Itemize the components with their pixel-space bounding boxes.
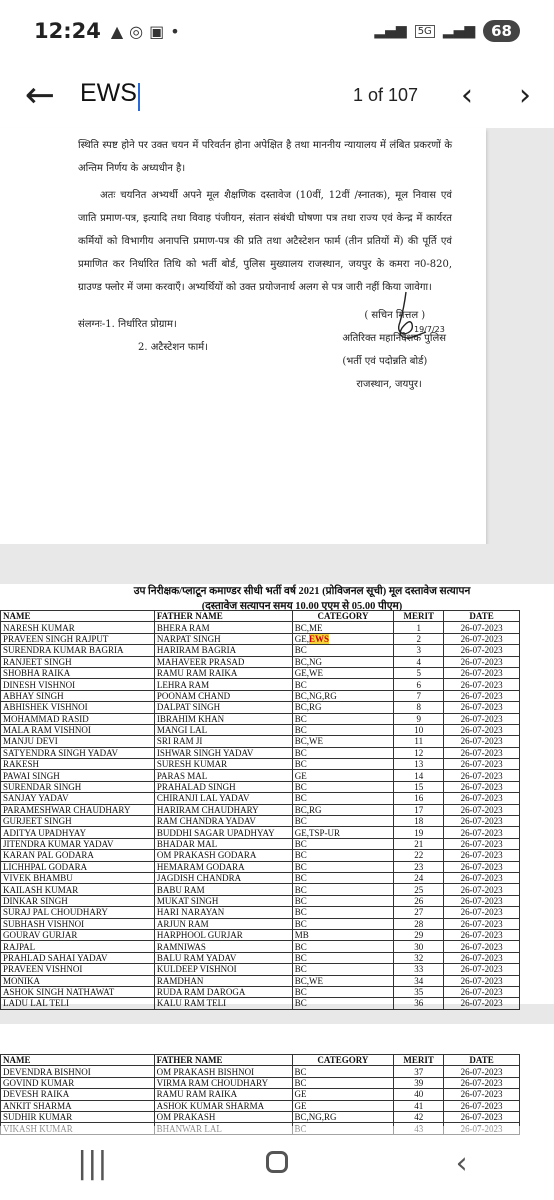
- cell-father-name: LEHRA RAM: [154, 679, 292, 690]
- cell-merit: 37: [394, 1066, 444, 1077]
- cell-father-name: HEMARAM GODARA: [154, 861, 292, 872]
- cell-name: SHOBHA RAIKA: [1, 667, 155, 678]
- cell-name: SATYENDRA SINGH YADAV: [1, 747, 155, 758]
- cell-category: BC,WE: [292, 736, 394, 747]
- cell-name: LADU LAL TELI: [1, 998, 155, 1009]
- cell-name: GOURAV GURJAR: [1, 929, 155, 940]
- table-row: [1, 667, 520, 678]
- recents-button[interactable]: |||: [77, 1145, 108, 1181]
- table-row: [1, 781, 520, 792]
- cell-date: 26-07-2023: [444, 1077, 520, 1088]
- cell-date: 26-07-2023: [444, 736, 520, 747]
- table-row: [1, 645, 520, 656]
- cell-name: VIVEK BHAMBU: [1, 872, 155, 883]
- cell-category: BC: [292, 941, 394, 952]
- table-row: [1, 633, 520, 644]
- signal2-icon: ▂▄▆: [442, 23, 476, 39]
- table-row: [1, 713, 520, 724]
- cell-name: NARESH KUMAR: [1, 622, 155, 633]
- cell-father-name: PRAHALAD SINGH: [154, 781, 292, 792]
- table-row: [1, 986, 520, 997]
- table-row: [1, 1066, 520, 1077]
- candidate-table-1: [0, 610, 520, 1010]
- signatory-name: ( सचिन मित्तल ): [364, 310, 426, 321]
- cell-name: ASHOK SINGH NATHAWAT: [1, 986, 155, 997]
- cell-name: ADITYA UPADHYAY: [1, 827, 155, 838]
- cell-date: 26-07-2023: [444, 975, 520, 986]
- cell-date: 26-07-2023: [444, 702, 520, 713]
- cell-category: BC: [292, 907, 394, 918]
- cell-merit: 39: [394, 1077, 444, 1088]
- cell-merit: 2: [394, 633, 444, 644]
- cell-father-name: BHERA RAM: [154, 622, 292, 633]
- status-bar: [0, 0, 554, 62]
- cell-merit: 3: [394, 645, 444, 656]
- cell-name: KARAN PAL GODARA: [1, 850, 155, 861]
- screenshot-icon: ▣: [149, 21, 165, 41]
- cell-father-name: HARIRAM BAGRIA: [154, 645, 292, 656]
- cell-father-name: NARPAT SINGH: [154, 633, 292, 644]
- header-father-name: FATHER NAME: [154, 1055, 292, 1066]
- cell-category: BC,NG,RG: [292, 690, 394, 701]
- enclosure-2: 2. अटैस्टेशन फार्म।: [138, 342, 208, 353]
- cell-name: PARAMESHWAR CHAUDHARY: [1, 804, 155, 815]
- cell-category: BC: [292, 1077, 394, 1088]
- table-row: [1, 1100, 520, 1111]
- cell-name: SUBHASH VISHNOI: [1, 918, 155, 929]
- cell-category: MB: [292, 929, 394, 940]
- table-row: [1, 975, 520, 986]
- cell-category: BC: [292, 781, 394, 792]
- cell-category: BC: [292, 713, 394, 724]
- cell-name: LICHHPAL GODARA: [1, 861, 155, 872]
- cell-category: BC: [292, 850, 394, 861]
- cell-merit: 5: [394, 667, 444, 678]
- cell-date: 26-07-2023: [444, 793, 520, 804]
- table-row: [1, 816, 520, 827]
- next-match-icon[interactable]: ›: [519, 77, 531, 113]
- whatsapp-icon: ◎: [129, 21, 144, 41]
- cell-name: MANJU DEVI: [1, 736, 155, 747]
- table-row: [1, 1077, 520, 1088]
- table-row: [1, 1111, 520, 1122]
- cell-father-name: OM PRAKASH GODARA: [154, 850, 292, 861]
- cell-date: 26-07-2023: [444, 770, 520, 781]
- cell-merit: 19: [394, 827, 444, 838]
- cell-merit: 27: [394, 907, 444, 918]
- cell-date: 26-07-2023: [444, 804, 520, 815]
- table-row: [1, 759, 520, 770]
- header-merit: MERIT: [394, 611, 444, 622]
- cell-father-name: HARI NARAYAN: [154, 907, 292, 918]
- cell-category: GE,EWS: [292, 633, 394, 644]
- table-row: [1, 941, 520, 952]
- cell-merit: 21: [394, 838, 444, 849]
- cell-date: 26-07-2023: [444, 827, 520, 838]
- cell-father-name: RAMDHAN: [154, 975, 292, 986]
- cell-father-name: BALU RAM YADAV: [154, 952, 292, 963]
- signatory-title-1: अतिरिक्त महानिदेशक पुलिस: [342, 333, 446, 344]
- header-merit: MERIT: [394, 1055, 444, 1066]
- cell-name: ABHISHEK VISHNOI: [1, 702, 155, 713]
- cell-date: 26-07-2023: [444, 656, 520, 667]
- cell-date: 26-07-2023: [444, 884, 520, 895]
- cell-date: 26-07-2023: [444, 929, 520, 940]
- cell-date: 26-07-2023: [444, 998, 520, 1009]
- header-name: NAME: [1, 611, 155, 622]
- cell-father-name: RAMNIWAS: [154, 941, 292, 952]
- cell-category: GE: [292, 1100, 394, 1111]
- list-title: उप निरीक्षक/प्लाटून कमाण्डर सीधी भर्ती वर्ष 2021 (प्रोविजनल सूची) मूल दस्तावेज सत्यापन: [133, 586, 471, 597]
- cell-father-name: RAM CHANDRA YADAV: [154, 816, 292, 827]
- cell-name: RAJPAL: [1, 941, 155, 952]
- table-row: [1, 679, 520, 690]
- table-row: [1, 622, 520, 633]
- cell-category: BC: [292, 724, 394, 735]
- cell-merit: 4: [394, 656, 444, 667]
- header-name: NAME: [1, 1055, 155, 1066]
- cell-name: DEVESH RAIKA: [1, 1089, 155, 1100]
- cell-father-name: MANGI LAL: [154, 724, 292, 735]
- cell-date: 26-07-2023: [444, 724, 520, 735]
- home-icon: [266, 1151, 288, 1173]
- cell-category: BC: [292, 793, 394, 804]
- cell-merit: 25: [394, 884, 444, 895]
- cell-name: KAILASH KUMAR: [1, 884, 155, 895]
- cell-merit: 23: [394, 861, 444, 872]
- cell-category: BC: [292, 747, 394, 758]
- cell-merit: 18: [394, 816, 444, 827]
- candidate-table-2: [0, 1054, 520, 1135]
- cell-merit: 40: [394, 1089, 444, 1100]
- signatory-title-3: राजस्थान, जयपुर।: [356, 379, 422, 390]
- cell-date: 26-07-2023: [444, 1100, 520, 1111]
- cell-father-name: KALU RAM TELI: [154, 998, 292, 1009]
- cell-father-name: OM PRAKASH: [154, 1111, 292, 1122]
- cell-father-name: DALPAT SINGH: [154, 702, 292, 713]
- cell-category: BC: [292, 952, 394, 963]
- cell-category: BC,WE: [292, 975, 394, 986]
- cell-date: 26-07-2023: [444, 964, 520, 975]
- table-header-row: [1, 611, 520, 622]
- cell-name: PRAVEEN SINGH RAJPUT: [1, 633, 155, 644]
- cell-date: 26-07-2023: [444, 1089, 520, 1100]
- battery-indicator: 68: [483, 20, 520, 42]
- cell-merit: 7: [394, 690, 444, 701]
- cell-merit: 36: [394, 998, 444, 1009]
- cell-merit: 13: [394, 759, 444, 770]
- cell-father-name: POONAM CHAND: [154, 690, 292, 701]
- cell-father-name: MAHAVEER PRASAD: [154, 656, 292, 667]
- cell-merit: 22: [394, 850, 444, 861]
- cell-father-name: JAGDISH CHANDRA: [154, 872, 292, 883]
- cell-category: BC: [292, 998, 394, 1009]
- cell-name: SANJAY YADAV: [1, 793, 155, 804]
- cell-date: 26-07-2023: [444, 622, 520, 633]
- previous-match-icon[interactable]: ‹: [461, 77, 473, 113]
- cell-father-name: BHADAR MAL: [154, 838, 292, 849]
- dot-icon: •: [170, 21, 180, 41]
- cell-name: GOVIND KUMAR: [1, 1077, 155, 1088]
- table-row: [1, 895, 520, 906]
- text-cursor: [138, 83, 140, 111]
- cell-merit: 8: [394, 702, 444, 713]
- header-category: CATEGORY: [292, 611, 394, 622]
- cell-merit: 34: [394, 975, 444, 986]
- cell-father-name: MUKAT SINGH: [154, 895, 292, 906]
- cell-merit: 16: [394, 793, 444, 804]
- cell-date: 26-07-2023: [444, 1111, 520, 1122]
- table-row: [1, 702, 520, 713]
- table-row: [1, 952, 520, 963]
- cell-name: DINKAR SINGH: [1, 895, 155, 906]
- header-date: DATE: [444, 611, 520, 622]
- cell-father-name: ASHOK KUMAR SHARMA: [154, 1100, 292, 1111]
- cell-date: 26-07-2023: [444, 645, 520, 656]
- cell-category: BC: [292, 964, 394, 975]
- cell-category: GE: [292, 770, 394, 781]
- cell-category: BC: [292, 759, 394, 770]
- cell-name: DINESH VISHNOI: [1, 679, 155, 690]
- table-row: [1, 918, 520, 929]
- cell-name: PAWAI SINGH: [1, 770, 155, 781]
- cell-merit: 6: [394, 679, 444, 690]
- cell-date: 26-07-2023: [444, 861, 520, 872]
- page-gap: [0, 544, 554, 584]
- cell-date: 26-07-2023: [444, 872, 520, 883]
- table-row: [1, 907, 520, 918]
- cell-date: 26-07-2023: [444, 986, 520, 997]
- cell-father-name: BABU RAM: [154, 884, 292, 895]
- cell-name: MOHAMMAD RASID: [1, 713, 155, 724]
- cell-merit: 15: [394, 781, 444, 792]
- cell-father-name: IBRAHIM KHAN: [154, 713, 292, 724]
- table-row: [1, 872, 520, 883]
- header-category: CATEGORY: [292, 1055, 394, 1066]
- cell-father-name: RAMU RAM RAIKA: [154, 667, 292, 678]
- enclosure-1: संलग्नः-1. निर्धारित प्रोग्राम।: [78, 319, 177, 330]
- cell-father-name: VIRMA RAM CHOUDHARY: [154, 1077, 292, 1088]
- document-page-letter: [0, 128, 486, 544]
- search-query: EWS: [80, 79, 137, 108]
- cell-father-name: PARAS MAL: [154, 770, 292, 781]
- status-time: 12:24: [34, 19, 101, 43]
- cell-date: 26-07-2023: [444, 918, 520, 929]
- cell-name: SURENDRA KUMAR BAGRIA: [1, 645, 155, 656]
- cell-date: 26-07-2023: [444, 1066, 520, 1077]
- cell-name: PRAVEEN VISHNOI: [1, 964, 155, 975]
- table-header-row: [1, 1055, 520, 1066]
- table-row: [1, 804, 520, 815]
- cell-date: 26-07-2023: [444, 759, 520, 770]
- cell-father-name: KULDEEP VISHNOI: [154, 964, 292, 975]
- letter-paragraph-2: अतः चयनित अभ्यर्थी अपने मूल शैक्षणिक दस्तावेज (10वीं, 12वीं /स्नातक), मूल निवास एवं जाति प्रमाण-पत्र, इत्यादि तथा विवाह पंजीयन, संतान संबंधी घोषणा पत्र तथा राज्य एवं केन्द्र में कार्यरत कर्मियों को विभागीय अनापत्ति प्रमाण-पत्र की प्रति तथा अटैस्टेशन फार्म (तीन प्रतियों में) की पूर्ति एवं प्रमाणित कर निर्धारित तिथि को भर्ती बोर्ड, पुलिस मुख्यालय राजस्थान, जयपुर के कमरा न0-820, ग्राउण्ड फ्लोर में जमा करवाएँ। अभ्यर्थियों को उक्त प्रयोजनार्थ अलग से पत्र जारी नहीं किया जावेगा।: [78, 190, 452, 293]
- table-row: [1, 656, 520, 667]
- cell-category: BC,RG: [292, 702, 394, 713]
- cell-category: BC: [292, 645, 394, 656]
- cell-date: 26-07-2023: [444, 690, 520, 701]
- cell-merit: 32: [394, 952, 444, 963]
- cell-category: BC: [292, 895, 394, 906]
- home-button[interactable]: [217, 1146, 337, 1181]
- cell-name: MONIKA: [1, 975, 155, 986]
- cell-father-name: SURESH KUMAR: [154, 759, 292, 770]
- cell-category: BC: [292, 1066, 394, 1077]
- cell-category: GE: [292, 1089, 394, 1100]
- cell-name: JITENDRA KUMAR YADAV: [1, 838, 155, 849]
- cell-name: RANJEET SINGH: [1, 656, 155, 667]
- cell-date: 26-07-2023: [444, 816, 520, 827]
- cell-father-name: SRI RAM JI: [154, 736, 292, 747]
- table-row: [1, 690, 520, 701]
- table-row: [1, 884, 520, 895]
- cell-date: 26-07-2023: [444, 895, 520, 906]
- signature-date: 19/7/23: [414, 325, 445, 334]
- table-row: [1, 838, 520, 849]
- table-row: [1, 736, 520, 747]
- cell-merit: 30: [394, 941, 444, 952]
- cell-category: BC: [292, 986, 394, 997]
- cell-category: GE,WE: [292, 667, 394, 678]
- cell-merit: 28: [394, 918, 444, 929]
- cell-date: 26-07-2023: [444, 679, 520, 690]
- cell-name: RAKESH: [1, 759, 155, 770]
- table-row: [1, 964, 520, 975]
- cell-name: MALA RAM VISHNOI: [1, 724, 155, 735]
- cell-date: 26-07-2023: [444, 907, 520, 918]
- cell-father-name: HARIRAM CHAUDHARY: [154, 804, 292, 815]
- cell-date: 26-07-2023: [444, 941, 520, 952]
- cell-merit: 9: [394, 713, 444, 724]
- table-row: [1, 770, 520, 781]
- system-navigation-bar: [0, 1126, 554, 1200]
- back-button[interactable]: ‹: [455, 1145, 468, 1181]
- cell-date: 26-07-2023: [444, 633, 520, 644]
- cell-date: 26-07-2023: [444, 952, 520, 963]
- cell-merit: 33: [394, 964, 444, 975]
- notification-icons: [111, 22, 180, 41]
- find-in-page-bar: [0, 62, 554, 128]
- document-page-list: [0, 584, 554, 1009]
- table-row: [1, 998, 520, 1009]
- table-row: [1, 1089, 520, 1100]
- signatory-title-2: (भर्ती एवं पदोन्नति बोर्ड): [342, 356, 428, 367]
- cell-merit: 11: [394, 736, 444, 747]
- cell-category: BC: [292, 679, 394, 690]
- table-row: [1, 793, 520, 804]
- cell-category: BC,RG: [292, 804, 394, 815]
- cell-category: BC,NG: [292, 656, 394, 667]
- table-row: [1, 929, 520, 940]
- cell-father-name: OM PRAKASH BISHNOI: [154, 1066, 292, 1077]
- cell-name: GURJEET SINGH: [1, 816, 155, 827]
- cell-name: DEVENDRA BISHNOI: [1, 1066, 155, 1077]
- table-row: [1, 747, 520, 758]
- table-row: [1, 724, 520, 735]
- search-input[interactable]: [80, 79, 140, 111]
- cell-category: BC: [292, 872, 394, 883]
- table-row: [1, 827, 520, 838]
- cell-merit: 35: [394, 986, 444, 997]
- cell-merit: 17: [394, 804, 444, 815]
- cell-category: BC,ME: [292, 622, 394, 633]
- table-row: [1, 861, 520, 872]
- back-arrow-icon[interactable]: ←: [24, 74, 56, 116]
- cell-merit: 14: [394, 770, 444, 781]
- signatory-block: [342, 304, 446, 396]
- cell-date: 26-07-2023: [444, 850, 520, 861]
- cell-date: 26-07-2023: [444, 747, 520, 758]
- cell-name: SURENDAR SINGH: [1, 781, 155, 792]
- cell-father-name: CHIRANJI LAL YADAV: [154, 793, 292, 804]
- letter-paragraph-1: स्थिति स्पष्ट होने पर उक्त चयन में परिवर्तन होना अपेक्षित है तथा माननीय न्यायालय में लंबित प्रकरणों के अन्तिम निर्णय के अध्यधीन है।: [78, 140, 452, 174]
- cell-father-name: ARJUN RAM: [154, 918, 292, 929]
- cell-merit: 42: [394, 1111, 444, 1122]
- header-father-name: FATHER NAME: [154, 611, 292, 622]
- cell-name: SURAJ PAL CHOUDHARY: [1, 907, 155, 918]
- cell-father-name: BUDDHI SAGAR UPADHYAY: [154, 827, 292, 838]
- cell-father-name: RUDA RAM DAROGA: [154, 986, 292, 997]
- cell-category: BC: [292, 884, 394, 895]
- match-count: 1 of 107: [352, 84, 418, 105]
- cell-father-name: RAMU RAM RAIKA: [154, 1089, 292, 1100]
- cell-name: ABHAY SINGH: [1, 690, 155, 701]
- cell-merit: 29: [394, 929, 444, 940]
- header-date: DATE: [444, 1055, 520, 1066]
- cell-merit: 24: [394, 872, 444, 883]
- cell-date: 26-07-2023: [444, 713, 520, 724]
- list-subtitle: (दस्तावेज सत्यापन समय 10.00 एएम से 05.00 पीएम): [201, 601, 403, 612]
- table-row: [1, 850, 520, 861]
- cell-name: PRAHLAD SAHAI YADAV: [1, 952, 155, 963]
- cell-father-name: ISHWAR SINGH YADAV: [154, 747, 292, 758]
- cell-merit: 12: [394, 747, 444, 758]
- cell-category: BC: [292, 838, 394, 849]
- cell-name: SUDHIR KUMAR: [1, 1111, 155, 1122]
- cell-merit: 10: [394, 724, 444, 735]
- cell-father-name: HARPHOOL GURJAR: [154, 929, 292, 940]
- cell-category: GE,TSP-UR: [292, 827, 394, 838]
- cell-merit: 1: [394, 622, 444, 633]
- cell-category: BC,NG,RG: [292, 1111, 394, 1122]
- cell-merit: 41: [394, 1100, 444, 1111]
- warning-icon: ▲: [110, 21, 124, 41]
- network-badge: 5G: [415, 25, 435, 38]
- cell-date: 26-07-2023: [444, 667, 520, 678]
- cell-date: 26-07-2023: [444, 781, 520, 792]
- cell-category: BC: [292, 861, 394, 872]
- cell-name: ANKIT SHARMA: [1, 1100, 155, 1111]
- cell-date: 26-07-2023: [444, 838, 520, 849]
- cell-category: BC: [292, 816, 394, 827]
- search-match-highlight: EWS: [308, 633, 329, 644]
- cell-merit: 26: [394, 895, 444, 906]
- cell-category: BC: [292, 918, 394, 929]
- signal-icon: ▂▄▆: [374, 23, 407, 39]
